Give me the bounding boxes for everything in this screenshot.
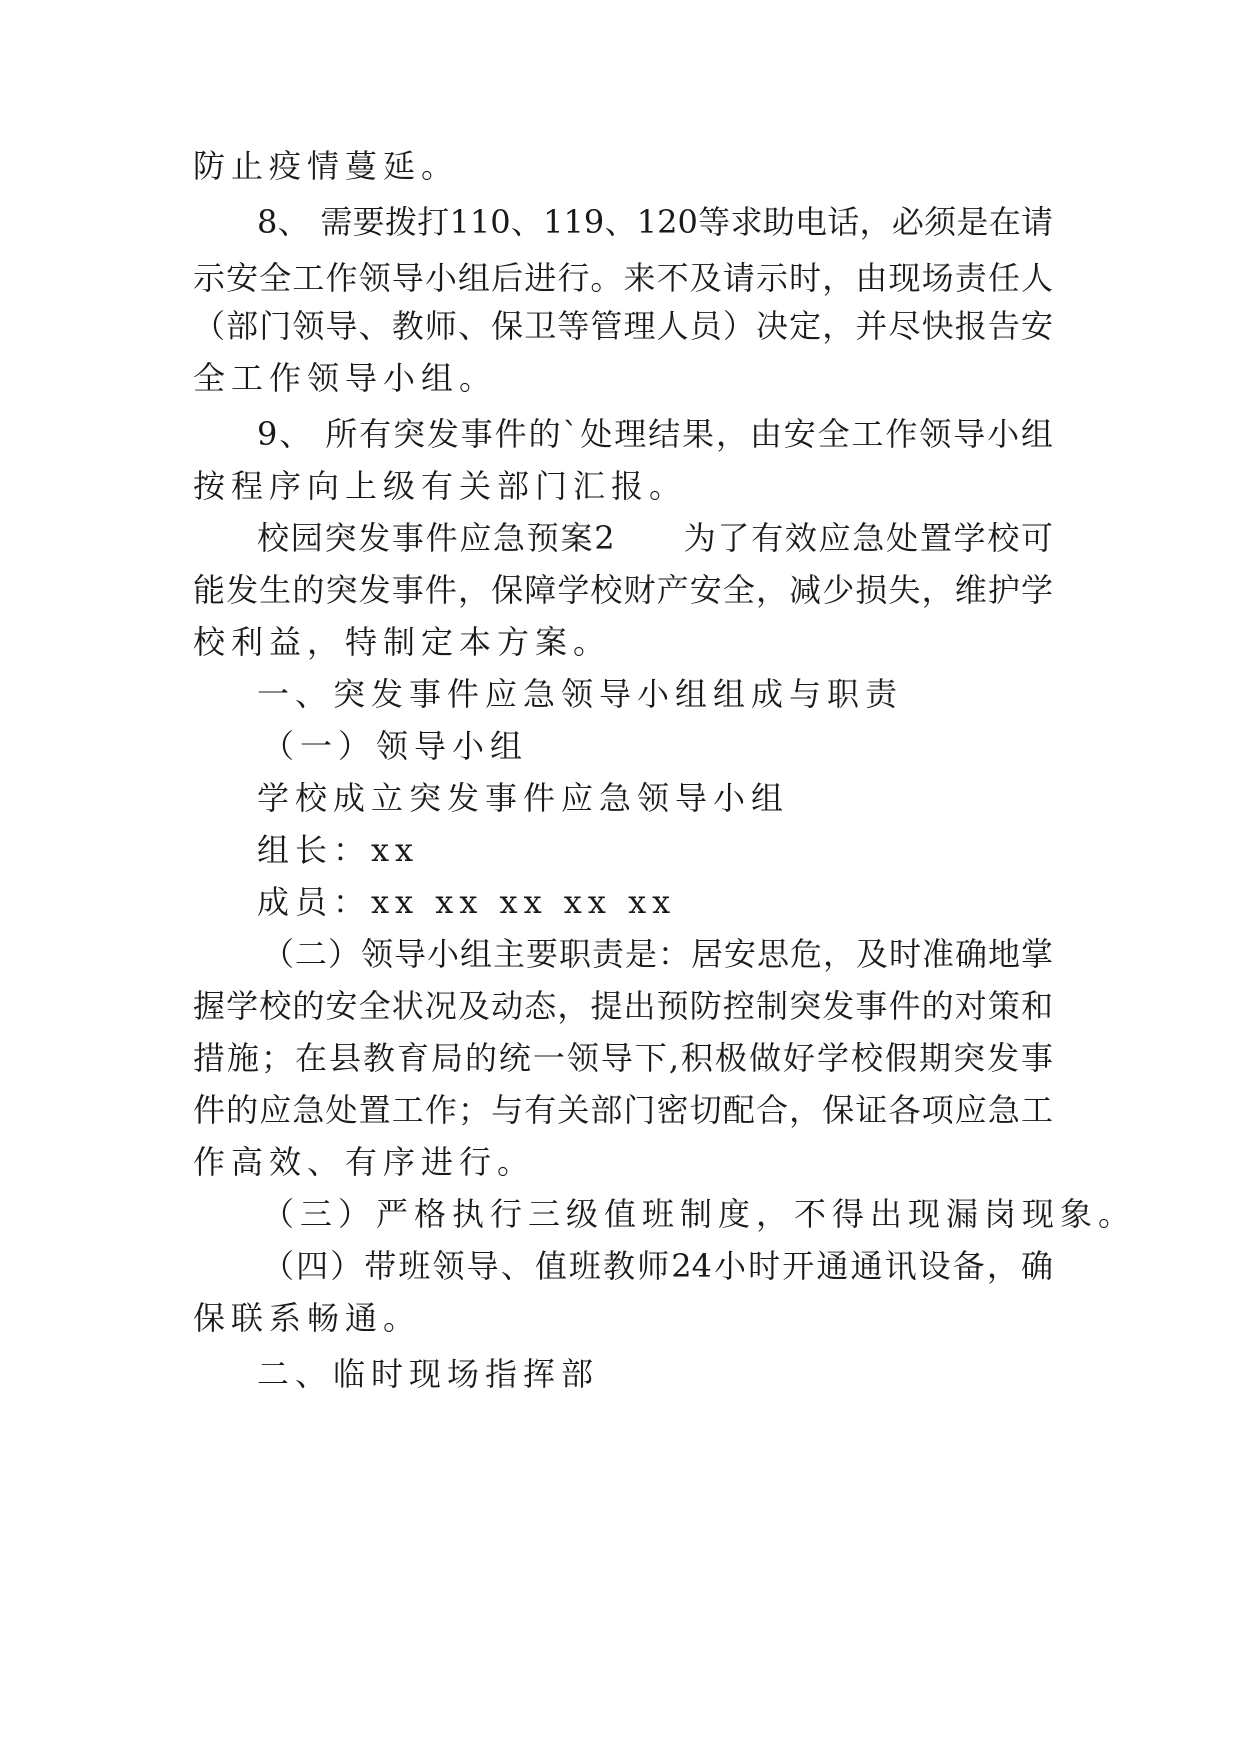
section-heading: 一、突发事件应急领导小组组成与职责 [257, 675, 904, 713]
text-line: 能发生的突发事件，保障学校财产安全，减少损失，维护学 [193, 571, 1053, 609]
subsection-heading: （一）领导小组 [262, 727, 529, 765]
text-line: 8、 需要拨打110、119、120等求助电话，必须是在请 [257, 203, 1053, 241]
text-line: 按程序向上级有关部门汇报。 [193, 467, 688, 505]
text-line: 校园突发事件应急预案2 为了有效应急处置学校可 [257, 519, 1053, 557]
text-line: 9、 所有突发事件的`处理结果，由安全工作领导小组 [257, 415, 1053, 453]
text-line: 保联系畅通。 [193, 1299, 422, 1337]
text-line: 示安全工作领导小组后进行。来不及请示时，由现场责任人 [193, 259, 1053, 297]
text-line: 作高效、有序进行。 [193, 1143, 536, 1181]
text-line: 措施；在县教育局的统一领导下,积极做好学校假期突发事 [193, 1039, 1053, 1077]
text-line: （部门领导、教师、保卫等管理人员）决定，并尽快报告安 [193, 307, 1053, 345]
text-line: 全工作领导小组。 [193, 359, 498, 397]
text-line: 成员：xx xx xx xx xx [257, 883, 677, 921]
text-line: 校利益，特制定本方案。 [193, 623, 612, 661]
text-line: 防止疫情蔓延。 [193, 147, 460, 185]
text-line: 件的应急处置工作；与有关部门密切配合，保证各项应急工 [193, 1091, 1053, 1129]
section-heading: 二、临时现场指挥部 [257, 1355, 600, 1393]
text-line: 学校成立突发事件应急领导小组 [257, 779, 790, 817]
text-line: （四）带班领导、值班教师24小时开通通讯设备，确 [262, 1247, 1053, 1285]
text-line: （三）严格执行三级值班制度，不得出现漏岗现象。 [262, 1195, 1137, 1233]
text-line: 握学校的安全状况及动态，提出预防控制突发事件的对策和 [193, 987, 1053, 1025]
text-line: （二）领导小组主要职责是：居安思危，及时准确地掌 [262, 935, 1053, 973]
text-line: 组长：xx [257, 831, 420, 869]
